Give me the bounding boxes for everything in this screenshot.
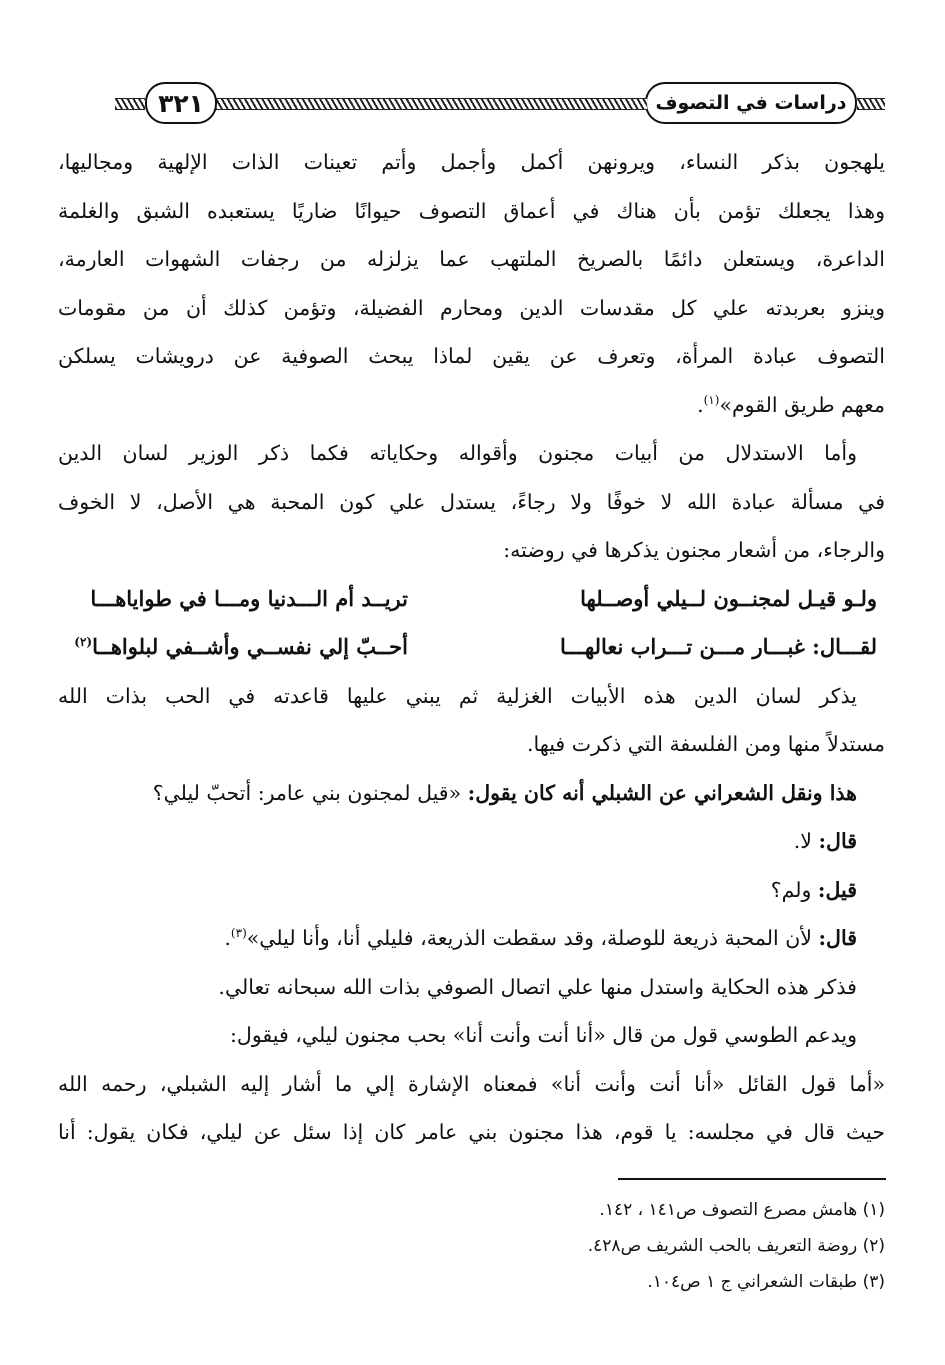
verse-first-hemistich: ولـو قيـل لمجنــون لــيلي أوصــلها bbox=[580, 585, 877, 611]
end-period: . bbox=[224, 926, 231, 950]
text-line bbox=[58, 381, 885, 430]
text-line: والرجاء، من أشعار مجنون يذكرها في روضته: bbox=[503, 538, 885, 562]
text-line: فذكر هذه الحكاية واستدل منها علي اتصال الصوفي بذات الله سبحانه تعالي. bbox=[218, 974, 857, 999]
text-line: وأما الاستدلال من أبيات مجنون وأقواله وحكاياته فكما ذكر الوزير لسان الدين bbox=[58, 441, 857, 465]
quote-text: «قيل لمجنون بني عامر: أتحبّ ليلي؟ bbox=[152, 780, 468, 805]
bold-lead: هذا ونقل الشعراني عن الشبلي أنه كان يقول: bbox=[467, 780, 857, 805]
poem-verse-2 bbox=[58, 623, 885, 672]
speaker-label: قال: bbox=[818, 829, 857, 853]
text-line: وينزو بعربدته علي كل مقدسات الدين ومحارم الفضيلة، وتؤمن كذلك أن من مقومات bbox=[58, 295, 885, 320]
text-line: يلهجون بذكر النساء، ويرونهن أكمل وأجمل وأتم تعينات الذات الإلهية ومجاليها، bbox=[58, 150, 885, 174]
text-line bbox=[58, 866, 885, 915]
text-line: في مسألة عبادة الله لا خوفًا ولا رجاءً، يستدل علي كون المحبة هي الأصل، لا الخوف bbox=[58, 489, 885, 514]
running-header bbox=[115, 82, 885, 124]
page-number: ٣٢١ bbox=[158, 88, 204, 118]
text-line: حيث قال في مجلسه: يا قوم، هذا مجنون بني عامر كان إذا سئل عن ليلي، فكان يقول: أنا bbox=[58, 1120, 885, 1144]
footnote-ref-3: (٣) bbox=[230, 926, 247, 941]
text-line: يذكر لسان الدين هذه الأبيات الغزلية ثم يبني عليها قاعدته في الحب بذات الله bbox=[58, 683, 857, 708]
footnote-separator bbox=[618, 1178, 886, 1180]
header-ornament-right bbox=[857, 98, 885, 110]
speaker-label: قال: bbox=[818, 926, 857, 950]
paragraph-end-text: معهم طريق القوم» bbox=[719, 392, 885, 417]
header-title-frame bbox=[645, 82, 857, 124]
dialogue-text: لا. bbox=[793, 829, 819, 853]
text-line bbox=[58, 914, 885, 963]
poem-verse-1 bbox=[58, 575, 885, 624]
end-period: . bbox=[697, 392, 704, 417]
text-line bbox=[58, 817, 885, 866]
main-text bbox=[58, 138, 885, 1157]
text-line bbox=[58, 769, 885, 818]
text-line: ويدعم الطوسي قول من قال «أنا أنت وأنت أنا» بحب مجنون ليلي، فيقول: bbox=[230, 1023, 857, 1047]
footnotes bbox=[58, 1192, 885, 1300]
verse-second-hemistich bbox=[58, 623, 408, 672]
verse-text: أحــبّ إلي نفســي وأشــفي لبلواهــا bbox=[92, 634, 408, 659]
footnote-ref-1: (١) bbox=[703, 392, 720, 407]
text-line: «أما قول القائل «أنا أنت وأنت أنا» فمعناه الإشارة إلي ما أشار إليه الشبلي، رحمه الله bbox=[58, 1071, 885, 1096]
footnote: (٢) روضة التعريف بالحب الشريف ص٤٢٨. bbox=[587, 1236, 885, 1256]
verse-first-hemistich: لقـــال: غبـــار مـــن تـــراب نعالهـــا bbox=[560, 634, 877, 659]
text-line: وهذا يجعلك تؤمن بأن هناك في أعماق التصوف حيوانًا ضاريًا يستعبده الشبق والغلمة bbox=[58, 198, 885, 223]
header-ornament-middle bbox=[215, 98, 647, 110]
running-title: دراسات في التصوف bbox=[655, 92, 847, 114]
footnote: (١) هامش مصرع التصوف ص١٤١ ، ١٤٢. bbox=[599, 1200, 885, 1220]
text-line: مستدلاً منها ومن الفلسفة التي ذكرت فيها. bbox=[526, 732, 885, 756]
dialogue-text: ولم؟ bbox=[770, 877, 818, 902]
verse-second-hemistich: تريــد أم الـــدنيا ومـــا في طواياهـــا bbox=[90, 585, 408, 611]
footnote: (٣) طبقات الشعراني ج ١ ص١٠٤. bbox=[647, 1272, 885, 1292]
header-ornament-left bbox=[115, 98, 145, 110]
page-number-frame bbox=[145, 82, 217, 124]
speaker-label: قيل: bbox=[817, 877, 857, 902]
text-line: التصوف عبادة المرأة، وتعرف عن يقين لماذا يبحث الصوفية عن درويشات يسلكن bbox=[58, 344, 885, 368]
footnote-ref-2: (٢) bbox=[74, 635, 93, 649]
dialogue-text: لأن المحبة ذريعة للوصلة، وقد سقطت الذريعة، فليلي أنا، وأنا ليلي» bbox=[246, 926, 819, 950]
text-line: الداعرة، ويستعلن دائمًا بالصريخ الملتهب عما يزلزله من رجفات الشهوات العارمة، bbox=[58, 247, 885, 271]
